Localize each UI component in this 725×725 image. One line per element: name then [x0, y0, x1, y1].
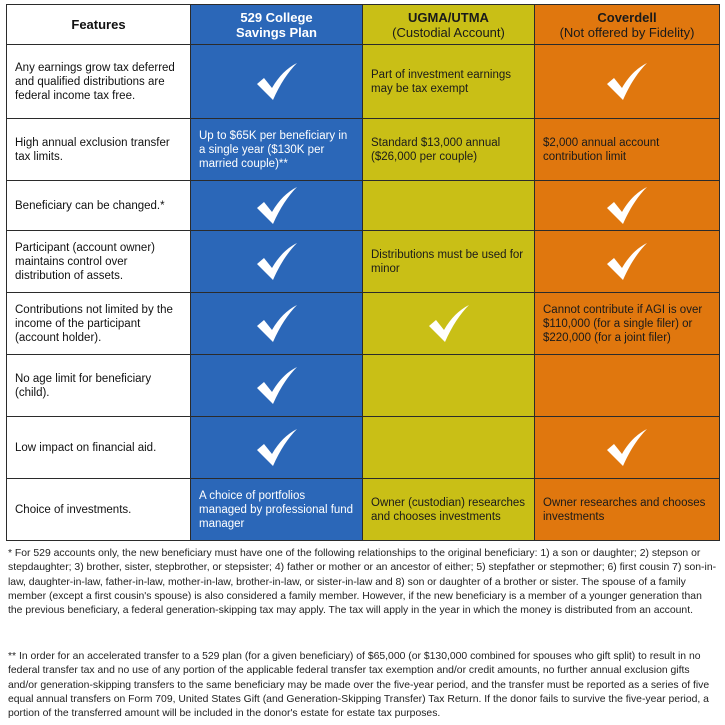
- table-row: [7, 355, 720, 417]
- feature-cell: High annual exclusion transfer tax limits.: [7, 119, 191, 181]
- header-coverdell: [535, 5, 720, 45]
- comparison-table: [6, 4, 720, 541]
- plan529-cell: [191, 231, 363, 293]
- feature-cell: Participant (account owner) maintains control over distribution of assets.: [7, 231, 191, 293]
- checkmark-icon: [255, 428, 299, 468]
- table-row: [7, 479, 720, 541]
- ugma-cell: [363, 293, 535, 355]
- table-body: [7, 45, 720, 541]
- header-features: Features: [7, 5, 191, 45]
- ugma-cell: Distributions must be used for minor: [363, 231, 535, 293]
- coverdell-cell: [535, 355, 720, 417]
- checkmark-icon: [255, 242, 299, 282]
- checkmark-icon: [255, 366, 299, 406]
- feature-cell: Low impact on financial aid.: [7, 417, 191, 479]
- feature-cell: Any earnings grow tax deferred and qualified distributions are federal income tax free.: [7, 45, 191, 119]
- checkmark-icon: [255, 62, 299, 102]
- checkmark-icon: [255, 186, 299, 226]
- plan529-cell: Up to $65K per beneficiary in a single year ($130K per married couple)**: [191, 119, 363, 181]
- footnote-beneficiary: * For 529 accounts only, the new beneficiary must have one of the following relationships to the original beneficiary: 1) a son or daughter; 2) stepson or stepdaughter; 3) brother, sister, stepbrother, or stepsister; 4) father or mother or an ancestor of either; 5) stepfather or stepmother; 6) first cousin 7) son-in-law, daughter-in-law, father-in-law, mother-in-law, brother-in-law, or sister-in-law and 8) son or daughter of a brother or sister. The spouse of a family member (except a first cousin's spouse) is also considered a family member. However, if the new beneficiary is a member of a younger generation than the previous beneficiary, a federal generation-skipping tax may apply. The tax will apply in the year in which the money is distributed from an account.: [8, 548, 717, 617]
- plan529-cell: [191, 355, 363, 417]
- header-529-line2: Savings Plan: [236, 24, 317, 40]
- coverdell-cell: $2,000 annual account contribution limit: [535, 119, 720, 181]
- table-row: [7, 119, 720, 181]
- coverdell-cell: [535, 231, 720, 293]
- plan529-cell: [191, 45, 363, 119]
- header-ugma-line1: UGMA/UTMA: [408, 9, 489, 25]
- table-row: [7, 181, 720, 231]
- header-ugma-line2: (Custodial Account): [392, 24, 505, 40]
- checkmark-icon: [605, 186, 649, 226]
- header-529-plan: [191, 5, 363, 45]
- feature-cell: Beneficiary can be changed.*: [7, 181, 191, 231]
- feature-cell: No age limit for beneficiary (child).: [7, 355, 191, 417]
- table-row: [7, 417, 720, 479]
- coverdell-cell: Cannot contribute if AGI is over $110,000 (for a single filer) or $220,000 (for a joint filer): [535, 293, 720, 355]
- ugma-cell: Owner (custodian) researches and chooses investments: [363, 479, 535, 541]
- table-row: [7, 231, 720, 293]
- feature-cell: Choice of investments.: [7, 479, 191, 541]
- checkmark-icon: [605, 62, 649, 102]
- ugma-cell: [363, 355, 535, 417]
- feature-cell: Contributions not limited by the income of the participant (account holder).: [7, 293, 191, 355]
- checkmark-icon: [605, 428, 649, 468]
- plan529-cell: [191, 293, 363, 355]
- ugma-cell: Part of investment earnings may be tax exempt: [363, 45, 535, 119]
- comparison-table-wrapper: [6, 4, 719, 541]
- plan529-cell: [191, 417, 363, 479]
- coverdell-cell: [535, 417, 720, 479]
- header-529-line1: 529 College: [240, 9, 313, 25]
- checkmark-icon: [427, 304, 471, 344]
- table-row: [7, 45, 720, 119]
- header-coverdell-line2: (Not offered by Fidelity): [559, 24, 695, 40]
- coverdell-cell: Owner researches and chooses investments: [535, 479, 720, 541]
- ugma-cell: [363, 417, 535, 479]
- header-ugma-utma: [363, 5, 535, 45]
- checkmark-icon: [255, 304, 299, 344]
- plan529-cell: [191, 181, 363, 231]
- header-coverdell-line1: Coverdell: [597, 9, 657, 25]
- checkmark-icon: [605, 242, 649, 282]
- ugma-cell: Standard $13,000 annual ($26,000 per couple): [363, 119, 535, 181]
- plan529-cell: A choice of portfolios managed by professional fund manager: [191, 479, 363, 541]
- footnote-accelerated-transfer: ** In order for an accelerated transfer to a 529 plan (for a given beneficiary) of $65,000 (or $130,000 combined for spouses who gift split) to result in no federal transfer tax and no use of any portion of the applicable federal transfer tax exemption and/or credit amounts, no further annual exclusion gifts and/or generation-skipping transfers to the same beneficiary may be made over the five-year period, and the transfer must be reported as a series of five equal annual transfers on Form 709, United States Gift (and Generation-Skipping Transfer) Tax Return. If the donor fails to survive the five-year period, a portion of the transferred amount will be included in the donor's estate for estate tax purposes.: [8, 651, 710, 720]
- ugma-cell: [363, 181, 535, 231]
- coverdell-cell: [535, 45, 720, 119]
- table-row: [7, 293, 720, 355]
- coverdell-cell: [535, 181, 720, 231]
- header-row: [7, 5, 720, 45]
